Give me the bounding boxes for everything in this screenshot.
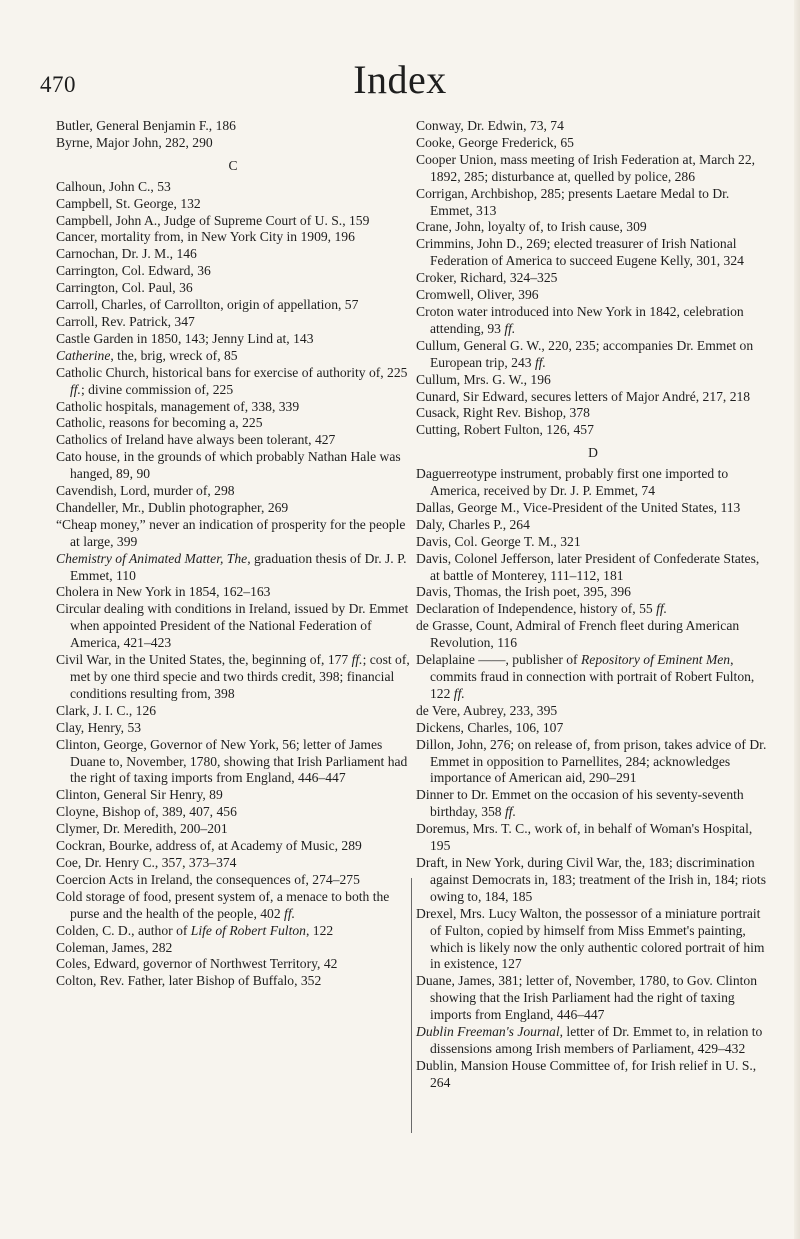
index-entry: Cullum, Mrs. G. W., 196 [416,371,551,387]
index-entry: Cutting, Robert Fulton, 126, 457 [416,422,594,438]
index-entry: Clymer, Dr. Meredith, 200–201 [56,821,228,837]
index-entry: Cusack, Right Rev. Bishop, 378 [416,405,590,421]
index-entry: de Grasse, Count, Admiral of French fleet during American Revolution, 116 [416,618,740,651]
index-entry: Castle Garden in 1850, 143; Jenny Lind at, 143 [56,330,314,346]
index-entry: Croker, Richard, 324–325 [416,270,558,286]
index-entry: Carroll, Rev. Patrick, 347 [56,313,195,329]
index-entry: Byrne, Major John, 282, 290 [56,134,213,150]
page-number: 470 [40,72,76,97]
index-entry: Carrington, Col. Edward, 36 [56,263,211,279]
index-entry: Chandeller, Mr., Dublin photographer, 269 [56,499,289,515]
index-entry: Doremus, Mrs. T. C., work of, in behalf of Woman's Hospital, 195 [416,821,753,854]
index-entry: Dublin, Mansion House Committee of, for Irish relief in U. S., 264 [416,1057,757,1090]
index-entry: Croton water introduced into New York in 1842, celebration attending, 93 ff. [416,303,744,336]
page-title: Index [353,57,447,102]
index-entry: Calhoun, John C., 53 [56,178,171,194]
index-entry: Duane, James, 381; letter of, November, 1780, to Gov. Clinton showing that the Irish Parliament had the right of taxing imports from England, 446–447 [416,973,757,1023]
index-entry: Clinton, General Sir Henry, 89 [56,787,223,803]
index-entry: “Cheap money,” never an indication of prosperity for the people at large, 399 [56,516,406,549]
index-entry: Coe, Dr. Henry C., 357, 373–374 [56,854,237,870]
index-entry: Carrington, Col. Paul, 36 [56,280,193,296]
index-entry: Drexel, Mrs. Lucy Walton, the possessor of a miniature portrait of Fulton, copied by himself from Miss Emmet's painting, which is likely now the only authentic colored portrait of him in existence, 127 [416,905,765,972]
index-column-left [56,118,410,990]
index-entry: Crimmins, John D., 269; elected treasurer of Irish National Federation of America to succeed Eugene Kelly, 301, 324 [416,236,744,269]
index-entry: Cockran, Bourke, address of, at Academy of Music, 289 [56,838,362,854]
index-entry: Clinton, George, Governor of New York, 56; letter of James Duane to, November, 1780, showing that Irish Parliament had the right of taxing imports from England, 446–447 [56,736,408,786]
index-entry: Coles, Edward, governor of Northwest Territory, 42 [56,956,338,972]
index-entry: Cullum, General G. W., 220, 235; accompanies Dr. Emmet on European trip, 243 ff. [416,337,754,370]
index-column-right [416,118,770,1092]
index-entry: Dillon, John, 276; on release of, from prison, takes advice of Dr. Emmet in opposition to Parnellites, 284; acknowledges importance of American aid, 290–291 [416,736,767,786]
index-entry: Cooke, George Frederick, 65 [416,134,574,150]
index-entry: Dallas, George M., Vice-President of the United States, 113 [416,499,741,515]
index-entry: Cold storage of food, present system of, a menace to both the purse and the health of the people, 402 ff. [56,888,390,921]
index-entry: Campbell, John A., Judge of Supreme Court of U. S., 159 [56,212,370,228]
index-entry: Cunard, Sir Edward, secures letters of Major André, 217, 218 [416,388,751,404]
index-entry: Carroll, Charles, of Carrollton, origin of appellation, 57 [56,297,359,313]
index-entry: Campbell, St. George, 132 [56,195,201,211]
index-entry: Catherine, the, brig, wreck of, 85 [56,347,238,363]
index-entry: Corrigan, Archbishop, 285; presents Laetare Medal to Dr. Emmet, 313 [416,185,730,218]
index-entry: Coercion Acts in Ireland, the consequences of, 274–275 [56,871,360,887]
index-entry: Daguerreotype instrument, probably first one imported to America, received by Dr. J. P. Emmet, 74 [416,466,729,499]
index-entry: Davis, Thomas, the Irish poet, 395, 396 [416,584,631,600]
index-letter-heading: D [588,445,598,461]
index-entry: Catholic Church, historical bans for exercise of authority of, 225 ff.; divine commission of, 225 [56,364,408,397]
index-entry: Catholics of Ireland have always been tolerant, 427 [56,432,336,448]
index-entry: Cooper Union, mass meeting of Irish Federation at, March 22, 1892, 285; disturbance at, quelled by police, 286 [416,151,756,184]
index-entry: Delaplaine ——, publisher of Repository of Eminent Men, commits fraud in connection with portrait of Robert Fulton, 122 ff. [416,652,755,701]
index-entry: Draft, in New York, during Civil War, the, 183; discrimination against Democrats in, 183; treatment of the Irish in, 184; riots owing to, 184, 185 [416,854,766,904]
index-entry: Colton, Rev. Father, later Bishop of Buffalo, 352 [56,973,322,989]
index-entry: Clark, J. I. C., 126 [56,702,157,718]
index-entry: Davis, Colonel Jefferson, later President of Confederate States, at battle of Monterey, 111–112, 181 [416,550,760,583]
index-entry: Catholic hospitals, management of, 338, 339 [56,398,300,414]
index-entry: Cancer, mortality from, in New York City in 1909, 196 [56,229,355,245]
index-entry: Crane, John, loyalty of, to Irish cause, 309 [416,219,647,235]
index-entry: Chemistry of Animated Matter, The, graduation thesis of Dr. J. P. Emmet, 110 [56,550,407,583]
index-entry: Catholic, reasons for becoming a, 225 [56,415,263,431]
index-entry: Dinner to Dr. Emmet on the occasion of his seventy-seventh birthday, 358 ff. [416,787,744,820]
index-entry: Conway, Dr. Edwin, 73, 74 [416,118,564,133]
index-letter-heading: C [228,157,238,173]
index-entry: Clay, Henry, 53 [56,719,142,735]
index-entry: Cavendish, Lord, murder of, 298 [56,483,235,499]
index-entry: Davis, Col. George T. M., 321 [416,533,581,549]
index-entry: Carnochan, Dr. J. M., 146 [56,246,197,262]
index-entry: Daly, Charles P., 264 [416,516,530,532]
index-entry: Circular dealing with conditions in Ireland, issued by Dr. Emmet when appointed President of the National Federation of America, 421–423 [56,601,409,651]
index-entry: Butler, General Benjamin F., 186 [56,118,236,133]
index-entry: Civil War, in the United States, the, beginning of, 177 ff.; cost of, met by one third specie and two thirds credit, 398; financial conditions resulting from, 398 [56,652,410,701]
index-entry: Cato house, in the grounds of which probably Nathan Hale was hanged, 89, 90 [56,449,401,482]
index-entry: Declaration of Independence, history of, 55 ff. [416,601,668,617]
index-entry: Colden, C. D., author of Life of Robert Fulton, 122 [56,922,334,938]
index-entry: de Vere, Aubrey, 233, 395 [416,702,558,718]
index-entry: Cholera in New York in 1854, 162–163 [56,584,271,600]
index-entry: Cromwell, Oliver, 396 [416,287,539,303]
page-edge-shadow [794,0,800,1239]
index-entry: Dickens, Charles, 106, 107 [416,719,564,735]
index-entry: Cloyne, Bishop of, 389, 407, 456 [56,804,237,820]
index-entry: Coleman, James, 282 [56,939,173,955]
index-entry: Dublin Freeman's Journal, letter of Dr. Emmet to, in relation to dissensions among Irish members of Parliament, 429–432 [416,1024,763,1056]
